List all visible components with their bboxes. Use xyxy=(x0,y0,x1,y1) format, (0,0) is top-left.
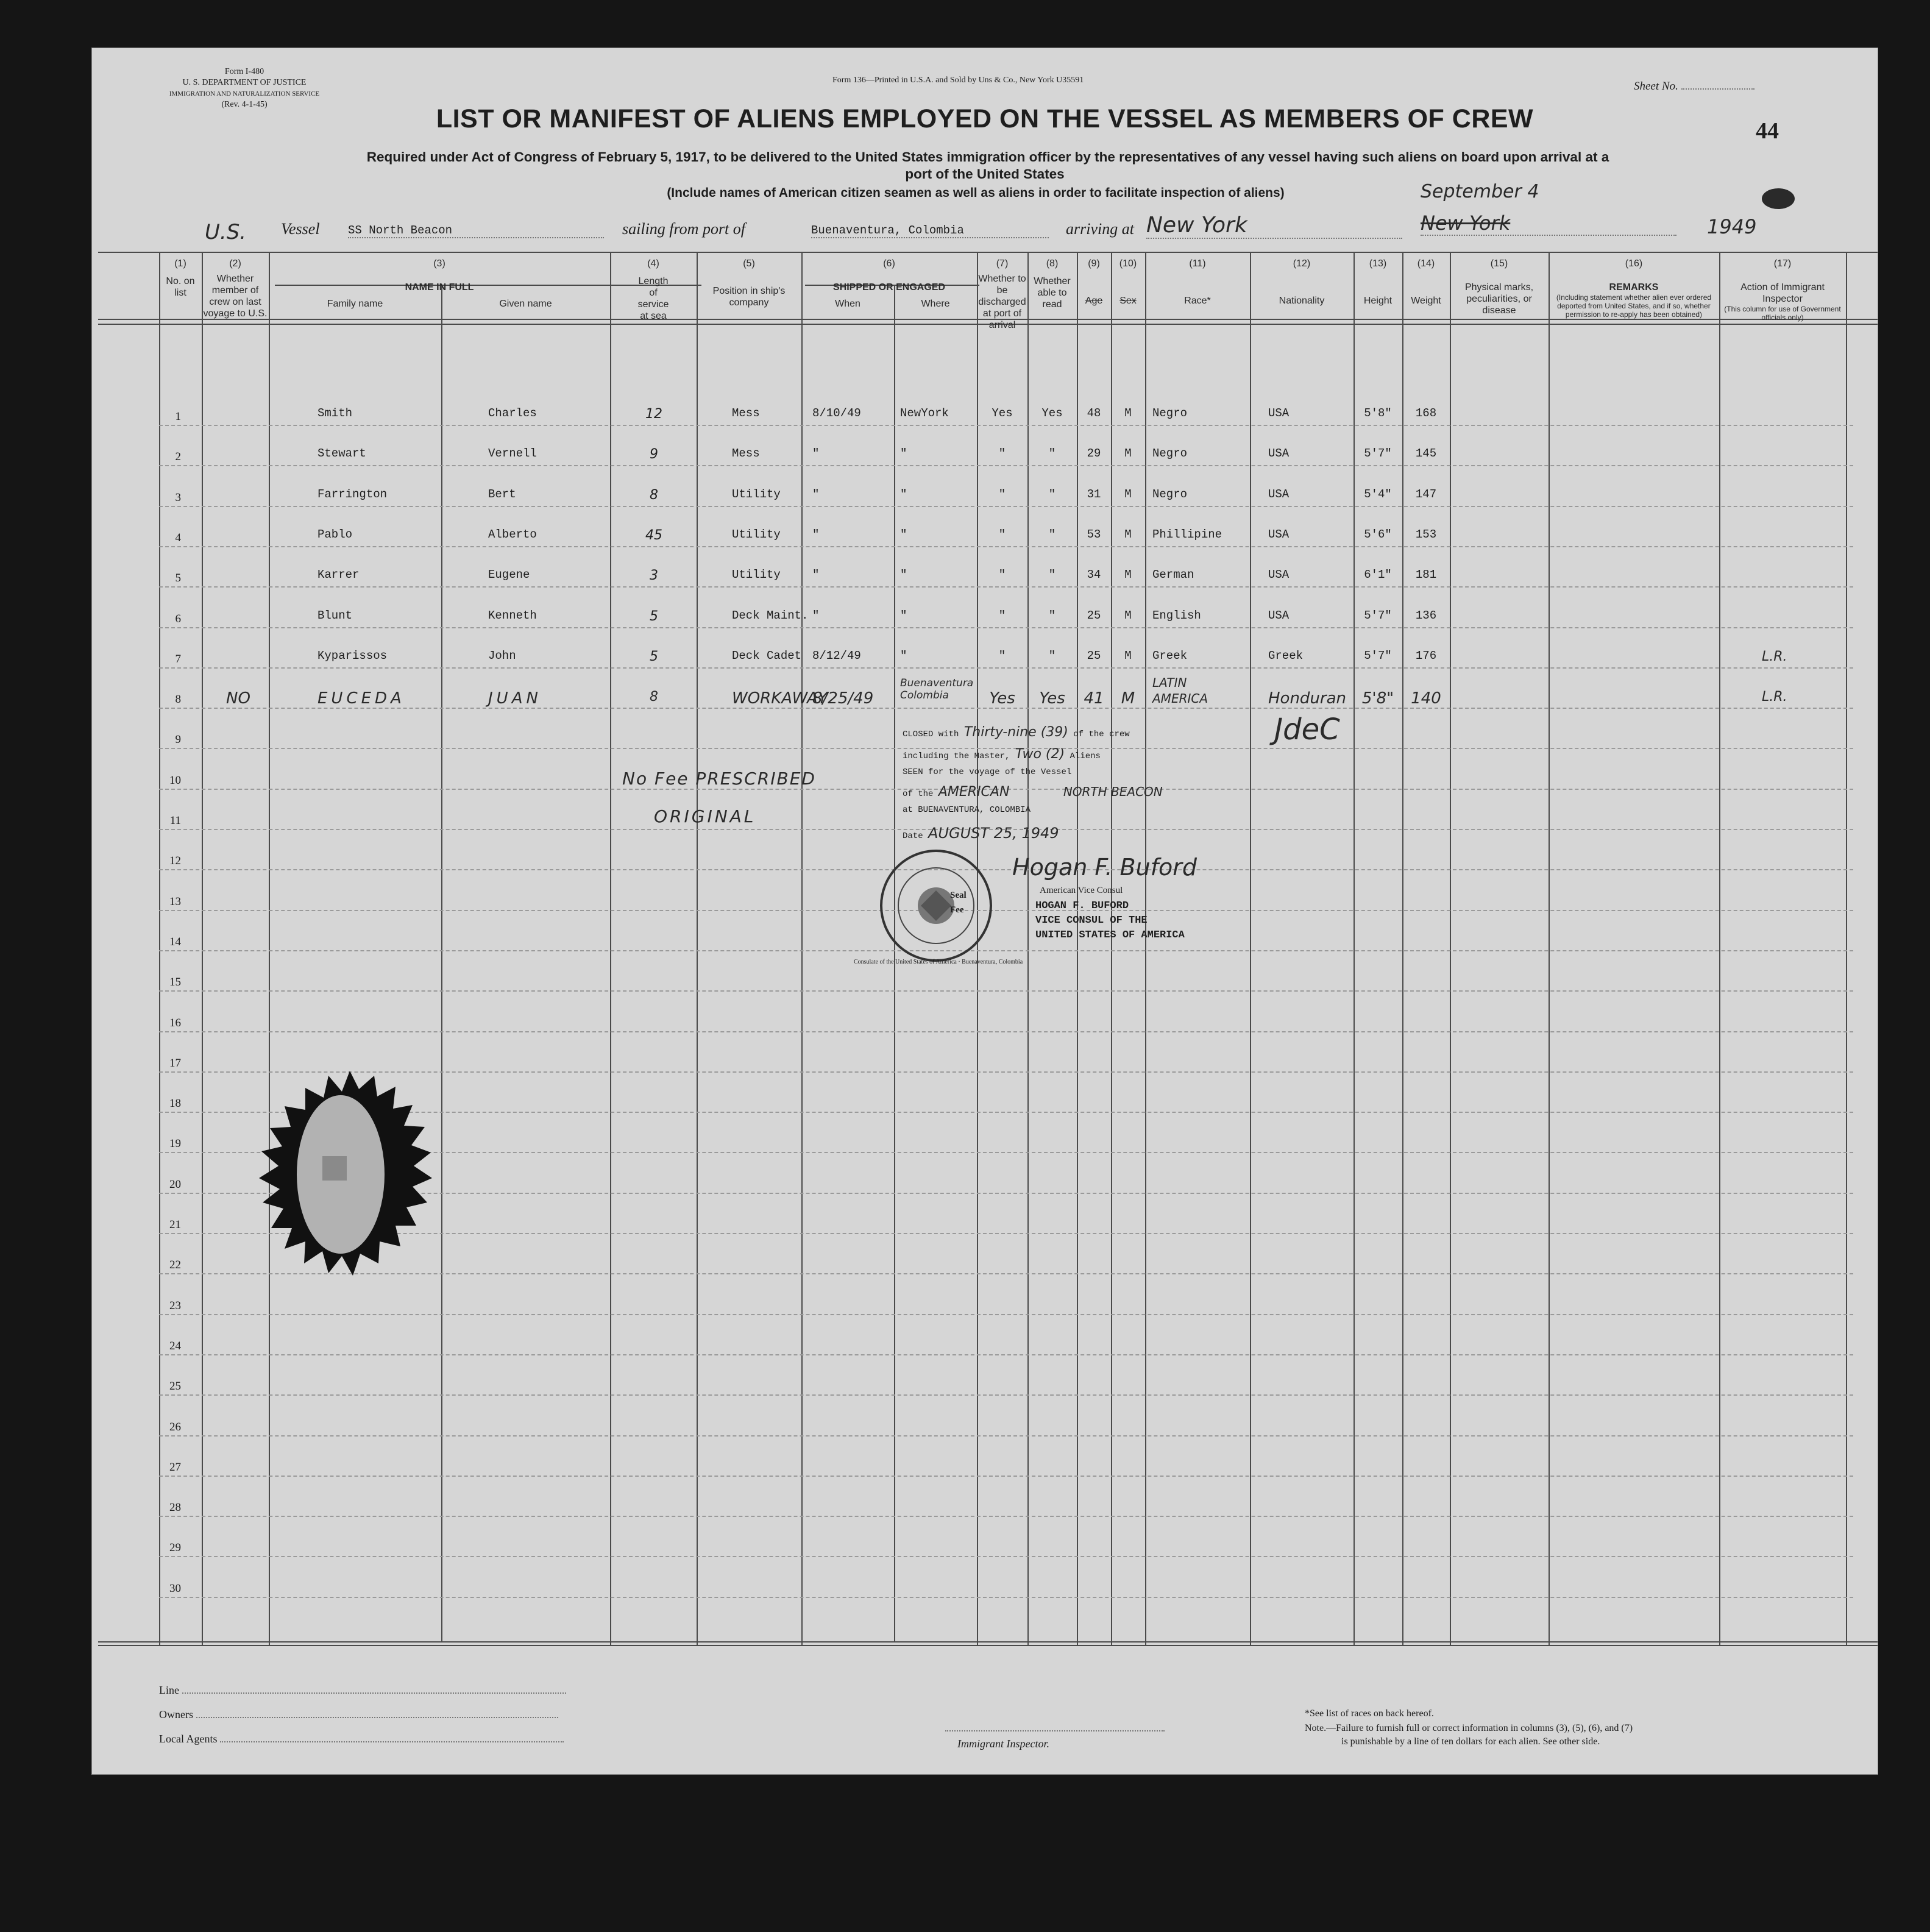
row-number: 4 xyxy=(175,531,181,544)
subtitle-3: (Include names of American citizen seamen as well as aliens in order to facilitate inspection of aliens) xyxy=(667,186,1285,200)
cell-family: Farrington xyxy=(318,487,388,501)
cell-height: 5'8" xyxy=(1364,407,1392,420)
cell-where: " xyxy=(900,527,907,541)
cell-where: " xyxy=(900,447,907,461)
cell-where: Buenaventura Colombia xyxy=(900,677,974,702)
consul-title: American Vice Consul xyxy=(1040,886,1123,895)
cell-age: 25 xyxy=(1087,648,1101,662)
row-line xyxy=(159,546,1853,547)
cell-service: 3 xyxy=(650,568,658,584)
cell-discharged: " xyxy=(998,648,1006,662)
row-line xyxy=(159,1476,1853,1477)
closed-stamp: CLOSED with Thirty-nine (39) of the crew including the Master, Two (2) Aliens SEEN for the voyage of the Vessel of the AMERICAN NORTH BEACON at BUENAVENTURA, COLOMBIA Date AUGUST 25, 1949 xyxy=(903,725,1163,842)
cell-when: " xyxy=(812,487,820,501)
row-number: 11 xyxy=(169,814,181,827)
cell-family: Pablo xyxy=(318,527,353,541)
row-number: 21 xyxy=(169,1218,181,1231)
row-number: 16 xyxy=(169,1016,181,1029)
cell-height: 6'1" xyxy=(1364,568,1392,582)
row-number: 28 xyxy=(169,1501,181,1515)
cell-given: Vernell xyxy=(488,447,537,461)
cell-race: German xyxy=(1152,568,1194,582)
cell-given: Kenneth xyxy=(488,608,537,622)
col-header-3: (3) NAME IN FULL xyxy=(405,258,474,293)
col-header-15: (15) Physical marks, peculiarities, or disease xyxy=(1464,258,1534,316)
cell-weight: 136 xyxy=(1415,608,1437,622)
cell-race: Negro xyxy=(1152,447,1188,461)
cell-discharged: " xyxy=(998,447,1006,461)
cell-given: John xyxy=(488,648,516,662)
embossed-seal-icon xyxy=(249,1071,450,1278)
cell-weight: 147 xyxy=(1415,487,1437,501)
cell-sex: M xyxy=(1124,407,1132,420)
sheet-number: 44 xyxy=(1756,118,1779,144)
col-header-given: Given name xyxy=(499,299,552,309)
row-number: 5 xyxy=(175,572,181,585)
cell-sex: M xyxy=(1124,568,1132,582)
subtitle-2: port of the United States xyxy=(905,166,1065,182)
cell-read: " xyxy=(1048,608,1056,622)
cell-position: Deck Maint. xyxy=(732,608,809,622)
cell-height: 5'6" xyxy=(1364,527,1392,541)
row-line xyxy=(159,910,1853,911)
cell-weight: 181 xyxy=(1415,568,1437,582)
row-number: 18 xyxy=(169,1097,181,1110)
service-name: IMMIGRATION AND NATURALIZATION SERVICE xyxy=(169,90,320,98)
row-line xyxy=(159,425,1853,426)
cell-position: WORKAWAY xyxy=(732,689,828,708)
cell-age: 31 xyxy=(1087,487,1101,501)
cell-family: Kyparissos xyxy=(318,648,388,662)
col-header-6: (6) SHIPPED OR ENGAGED xyxy=(832,258,946,293)
cell-nationality: USA xyxy=(1268,527,1290,541)
cell-read: " xyxy=(1048,487,1056,501)
sailing-port: Buenaventura, Colombia xyxy=(811,224,1049,238)
col-header-14: (14) Weight xyxy=(1411,258,1441,306)
cell-sex: M xyxy=(1124,447,1132,461)
scribble-mark xyxy=(1762,188,1795,209)
cell-race: Greek xyxy=(1152,648,1188,662)
cell-nationality: USA xyxy=(1268,608,1290,622)
cell-given: Eugene xyxy=(488,568,530,582)
cell-service: 5 xyxy=(650,648,658,664)
cell-where: NewYork xyxy=(900,407,949,420)
cell-nationality: USA xyxy=(1268,487,1290,501)
cell-action: L.R. xyxy=(1762,648,1787,664)
immigrant-inspector-label: Immigrant Inspector. xyxy=(957,1738,1049,1750)
cell-read: " xyxy=(1048,648,1056,662)
row-number: 20 xyxy=(169,1177,181,1191)
consulate-seal xyxy=(854,848,1023,965)
cell-family: Stewart xyxy=(318,447,366,461)
col-header-8: (8) Whether able to read xyxy=(1034,258,1071,310)
seal-label: Seal xyxy=(950,890,967,900)
row-line xyxy=(159,1031,1853,1032)
row-number: 9 xyxy=(175,733,181,747)
arriving-port: New York xyxy=(1146,213,1402,239)
cell-service: 45 xyxy=(645,527,662,543)
row-number: 27 xyxy=(169,1460,181,1474)
row-line xyxy=(159,1516,1853,1517)
cell-position: Utility xyxy=(732,527,781,541)
cell-position: Mess xyxy=(732,407,760,420)
row-line xyxy=(159,1354,1853,1355)
col-header-2: (2) Whether member of crew on last voyage to U.S. xyxy=(203,258,268,319)
seal-fee: Fee xyxy=(950,905,964,915)
revision: (Rev. 4-1-45) xyxy=(221,100,268,109)
cell-where: " xyxy=(900,648,907,662)
row-number: 7 xyxy=(175,652,181,666)
cell-position: Mess xyxy=(732,447,760,461)
row-number: 26 xyxy=(169,1420,181,1433)
row-line xyxy=(159,1394,1853,1396)
row-number: 10 xyxy=(169,773,181,787)
arriving-label: arriving at xyxy=(1066,220,1134,238)
note-line-2: is punishable by a line of ten dollars for each alien. See other side. xyxy=(1341,1736,1600,1747)
cell-action: L.R. xyxy=(1762,689,1787,705)
col-header-7: (7) Whether to be discharged at port of arrival xyxy=(978,258,1026,330)
col-header-17: (17) Action of Immigrant Inspector (This column for use of Government officials only) xyxy=(1724,258,1841,322)
row-number: 25 xyxy=(169,1380,181,1393)
row-line xyxy=(159,1597,1853,1598)
cell-when: " xyxy=(812,527,820,541)
cell-when: " xyxy=(812,608,820,622)
page-title: LIST OR MANIFEST OF ALIENS EMPLOYED ON THE VESSEL AS MEMBERS OF CREW xyxy=(436,104,1534,133)
cell-nationality: USA xyxy=(1268,407,1290,420)
cell-weight: 140 xyxy=(1411,689,1441,708)
row-number: 8 xyxy=(175,693,181,706)
cell-when: 8/25/49 xyxy=(812,689,874,708)
footer-owners: Owners xyxy=(159,1708,558,1721)
cell-age: 48 xyxy=(1087,407,1101,420)
cell-race: Phillipine xyxy=(1152,527,1222,541)
printer-line: Form 136—Printed in U.S.A. and Sold by Uns & Co., New York U35591 xyxy=(832,76,1084,85)
cell-family: EUCEDA xyxy=(318,689,405,708)
cell-sex: M xyxy=(1124,527,1132,541)
cell-discharged: " xyxy=(998,568,1006,582)
cell-sex: M xyxy=(1124,608,1132,622)
cell-read: Yes xyxy=(1041,407,1063,420)
cell-position: Deck Cadet xyxy=(732,648,802,662)
row-line xyxy=(159,667,1853,669)
cell-height: 5'8" xyxy=(1361,689,1394,708)
cell-given: Charles xyxy=(488,407,537,420)
cell-service: 8 xyxy=(650,487,658,503)
row-line xyxy=(159,708,1853,709)
row-number: 24 xyxy=(169,1339,181,1352)
col-header-12: (12) Nationality xyxy=(1279,258,1325,306)
cell-height: 5'4" xyxy=(1364,487,1392,501)
col-header-1: (1) No. on list xyxy=(166,258,195,298)
cell-when: 8/12/49 xyxy=(812,648,861,662)
cell-service: 12 xyxy=(645,407,662,422)
col-header-5: (5) Position in ship's company xyxy=(712,258,786,308)
cell-nationality: Greek xyxy=(1268,648,1304,662)
cell-family: Karrer xyxy=(318,568,360,582)
row-number: 19 xyxy=(169,1137,181,1151)
row-line xyxy=(159,627,1853,628)
inspector-initials: JdeC xyxy=(1274,712,1340,747)
vessel-label: Vessel xyxy=(281,220,320,238)
cell-weight: 176 xyxy=(1415,648,1437,662)
col-header-where: Where xyxy=(921,299,950,309)
cell-age: 34 xyxy=(1087,568,1101,582)
row-line xyxy=(159,1556,1853,1557)
cell-read: Yes xyxy=(1039,689,1065,708)
cell-family: Smith xyxy=(318,407,353,420)
cell-discharged: Yes xyxy=(992,407,1013,420)
sheet-label: Sheet No. xyxy=(1634,80,1678,93)
cell-race: LATIN AMERICA xyxy=(1152,675,1208,706)
row-number: 29 xyxy=(169,1541,181,1555)
col-header-4: (4) Length of service at sea xyxy=(637,258,669,321)
cell-when: 8/10/49 xyxy=(812,407,861,420)
row-line xyxy=(159,990,1853,992)
form-number: Form I-480 xyxy=(224,67,264,76)
row-number: 6 xyxy=(175,612,181,625)
cell-sex: M xyxy=(1121,689,1135,708)
cell-where: " xyxy=(900,487,907,501)
col-header-family: Family name xyxy=(327,299,383,309)
date-note: September 4 xyxy=(1421,181,1539,202)
cell-position: Utility xyxy=(732,487,781,501)
cell-height: 5'7" xyxy=(1364,648,1392,662)
row-line xyxy=(159,950,1853,951)
cell-discharged: " xyxy=(998,608,1006,622)
row-line xyxy=(159,506,1853,507)
consul-stamp: HOGAN F. BUFORD VICE CONSUL OF THE UNITED STATES OF AMERICA xyxy=(1035,900,1185,941)
col-header-9: (9) Age xyxy=(1085,258,1103,306)
arriving-note: New York xyxy=(1421,211,1676,236)
row-line xyxy=(159,465,1853,466)
cell-age: 41 xyxy=(1084,689,1104,708)
cell-height: 5'7" xyxy=(1364,447,1392,461)
cell-read: " xyxy=(1048,527,1056,541)
col-header-16: (16) REMARKS (Including statement whether alien ever ordered deported from United States, and if so, whether permission to re-apply has been obtained) xyxy=(1556,258,1712,319)
row-number: 3 xyxy=(175,491,181,504)
cell-service: 9 xyxy=(650,447,658,463)
cell-height: 5'7" xyxy=(1364,608,1392,622)
row-line xyxy=(159,1435,1853,1437)
cell-nationality: USA xyxy=(1268,568,1290,582)
cell-discharged: " xyxy=(998,527,1006,541)
cell-race: English xyxy=(1152,608,1201,622)
cell-read: " xyxy=(1048,568,1056,582)
cell-age: 25 xyxy=(1087,608,1101,622)
cell-sex: M xyxy=(1124,648,1132,662)
row-number: 13 xyxy=(169,895,181,908)
cell-when: " xyxy=(812,568,820,582)
row-number: 2 xyxy=(175,450,181,464)
sailing-label: sailing from port of xyxy=(622,220,746,238)
row-number: 22 xyxy=(169,1259,181,1272)
row-number: 1 xyxy=(175,410,181,423)
inspector-sign-line xyxy=(945,1730,1165,1731)
races-note: *See list of races on back hereof. xyxy=(1305,1708,1434,1719)
subtitle-1: Required under Act of Congress of February 5, 1917, to be delivered to the United States immigration officer by the representatives of any vessel having such aliens on board upon arrival at a xyxy=(366,149,1609,165)
vessel-name: SS North Beacon xyxy=(348,224,604,238)
cell-race: Negro xyxy=(1152,407,1188,420)
cell-weight: 145 xyxy=(1415,447,1437,461)
cell-position: Utility xyxy=(732,568,781,582)
row-number: 15 xyxy=(169,976,181,989)
consul-signature: Hogan F. Buford xyxy=(1012,854,1197,881)
seal-text: Consulate of the United States of America · Buenaventura, Colombia xyxy=(854,959,1023,965)
row-number: 17 xyxy=(169,1056,181,1070)
cell-service: 8 xyxy=(650,689,658,705)
col-header-10: (10) Sex xyxy=(1119,258,1137,306)
cell-when: " xyxy=(812,447,820,461)
cell-age: 29 xyxy=(1087,447,1101,461)
flag-text: U.S. xyxy=(205,220,247,244)
cell-read: " xyxy=(1048,447,1056,461)
cell-discharged: " xyxy=(998,487,1006,501)
cell-nationality: Honduran xyxy=(1268,689,1347,708)
row-line xyxy=(159,1314,1853,1315)
cell-given: JUAN xyxy=(488,689,542,708)
original-note: ORIGINAL xyxy=(654,806,756,826)
note-line-1: Note.—Failure to furnish full or correct information in columns (3), (5), (6), and (7) xyxy=(1305,1723,1633,1733)
col-header-11: (11) Race* xyxy=(1184,258,1211,306)
row-number: 14 xyxy=(169,935,181,948)
no-fee-note: No Fee PRESCRIBED xyxy=(622,769,816,789)
row-line xyxy=(159,586,1853,588)
cell-member: NO xyxy=(226,689,250,708)
col-header-13: (13) Height xyxy=(1363,258,1393,306)
cell-discharged: Yes xyxy=(989,689,1015,708)
cell-where: " xyxy=(900,608,907,622)
cell-race: Negro xyxy=(1152,487,1188,501)
cell-given: Bert xyxy=(488,487,516,501)
cell-weight: 153 xyxy=(1415,527,1437,541)
department: U. S. DEPARTMENT OF JUSTICE xyxy=(182,78,307,87)
cell-where: " xyxy=(900,568,907,582)
cell-sex: M xyxy=(1124,487,1132,501)
cell-weight: 168 xyxy=(1415,407,1437,420)
cell-family: Blunt xyxy=(318,608,353,622)
footer-line: Line xyxy=(159,1684,566,1697)
manifest-sheet xyxy=(91,48,1878,1775)
col-header-when: When xyxy=(835,299,860,309)
sheet-no-label xyxy=(1634,80,1754,93)
row-number: 12 xyxy=(169,854,181,868)
voyage-year: 1949 xyxy=(1707,215,1757,238)
cell-nationality: USA xyxy=(1268,447,1290,461)
footer-agents: Local Agents xyxy=(159,1733,564,1746)
seal-graphic xyxy=(878,848,994,964)
cell-age: 53 xyxy=(1087,527,1101,541)
row-number: 23 xyxy=(169,1299,181,1312)
cell-given: Alberto xyxy=(488,527,537,541)
row-number: 30 xyxy=(169,1582,181,1595)
cell-service: 5 xyxy=(650,608,658,624)
